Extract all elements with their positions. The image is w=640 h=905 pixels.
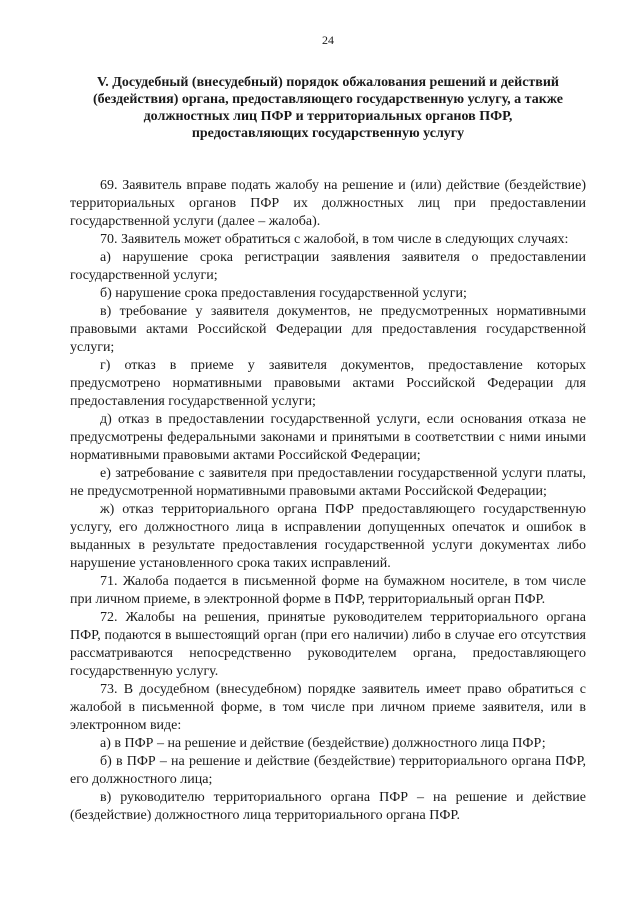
document-body xyxy=(70,177,586,825)
list-item-a: а) нарушение срока регистрации заявления заявителя о предоставлении государственной услуги; xyxy=(70,250,586,283)
list-item-d: д) отказ в предоставлении государственной услуги, если основания отказа не предусмотрены федеральными законами и принятыми в соответствии с ними иными нормативными правовыми актами Российской Федерации; xyxy=(70,412,586,463)
heading-line: (бездействия) органа, предоставляющего государственную услугу, а также xyxy=(93,92,563,107)
page-number: 24 xyxy=(322,33,334,47)
list-item-e: е) затребование с заявителя при предоставлении государственной услуги платы, не предусмотренной нормативными правовыми актами Российской Федерации; xyxy=(70,466,586,499)
heading-line: предоставляющих государственную услугу xyxy=(191,126,465,141)
paragraph-72: 72. Жалобы на решения, принятые руководителем территориального органа ПФР, подаются в вышестоящий орган (при его наличии) либо в случае его отсутствия рассматриваются непосредственно руководителем органа, предоставляющего государственную услугу. xyxy=(70,610,586,679)
list-item-zh: ж) отказ территориального органа ПФР предоставляющего государственную услугу, его должностного лица в исправлении допущенных опечаток и ошибок в выданных в результате предоставления государственной услуги документах либо нарушение установленного срока таких исправлений. xyxy=(70,502,586,571)
paragraph-69: 69. Заявитель вправе подать жалобу на решение и (или) действие (бездействие) территориальных органов ПФР их должностных лиц при предоставлении государственной услуги (далее – жалоба). xyxy=(70,178,586,229)
paragraph-71: 71. Жалоба подается в письменной форме на бумажном носителе, в том числе при личном приеме, в электронной форме в ПФР, территориальный орган ПФР. xyxy=(70,574,586,607)
list-item-v: в) руководителю территориального органа ПФР – на решение и действие (бездействие) должностного лица территориального органа ПФР. xyxy=(70,790,586,823)
list-item-v: в) требование у заявителя документов, не предусмотренных нормативными правовыми актами Российской Федерации для предоставления государственной услуги; xyxy=(70,304,586,355)
heading-line: V. Досудебный (внесудебный) порядок обжалования решений и действий xyxy=(96,75,559,90)
paragraph-70: 70. Заявитель может обратиться с жалобой, в том числе в следующих случаях: xyxy=(100,232,569,247)
list-item-g: г) отказ в приеме у заявителя документов, предоставление которых предусмотрено нормативными правовыми актами Российской Федерации для предоставления государственной услуги; xyxy=(70,358,586,409)
heading-line: должностных лиц ПФР и территориальных органов ПФР, xyxy=(143,109,513,124)
list-item-b: б) в ПФР – на решение и действие (бездействие) территориального органа ПФР, его должностного лица; xyxy=(70,754,586,787)
paragraph-73: 73. В досудебном (внесудебном) порядке заявитель имеет право обратиться с жалобой в письменной форме, в том числе при личном приеме заявителя, или в электронном виде: xyxy=(70,682,586,733)
list-item-b: б) нарушение срока предоставления государственной услуги; xyxy=(100,286,467,301)
section-heading xyxy=(70,74,586,142)
list-item-a: а) в ПФР – на решение и действие (бездействие) должностного лица ПФР; xyxy=(100,736,546,751)
